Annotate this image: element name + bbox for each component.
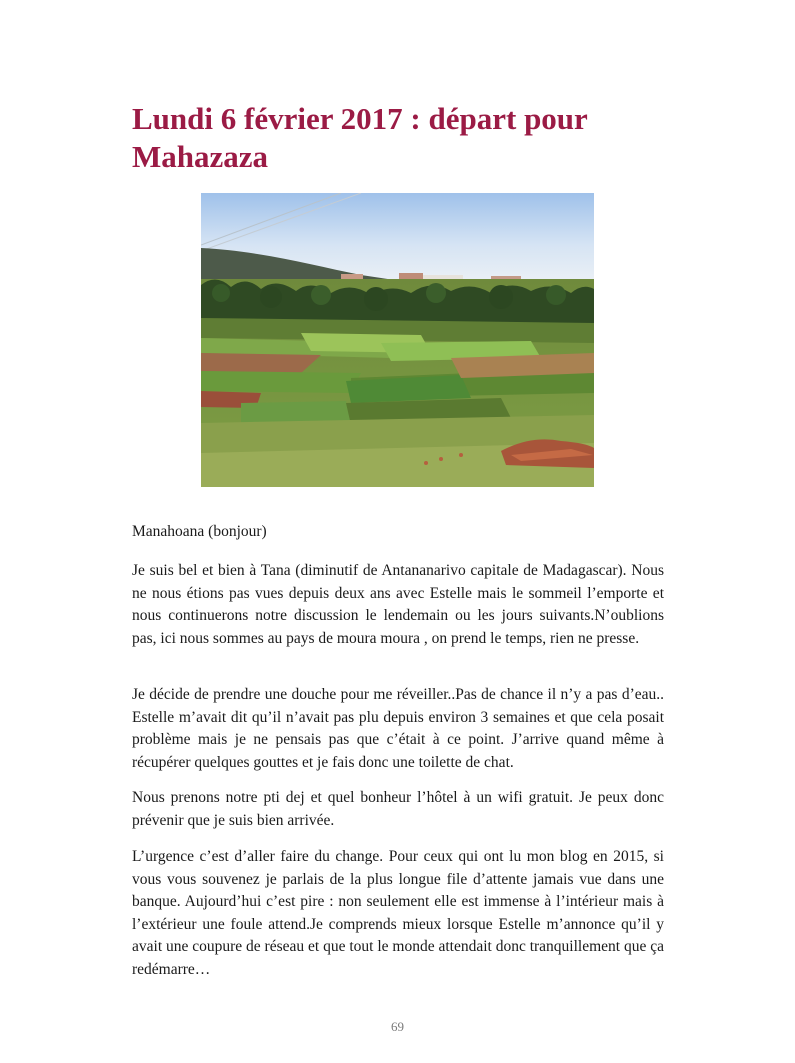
paragraph-2: [132, 684, 664, 774]
greeting: [132, 521, 664, 544]
page-number: 69: [391, 1019, 404, 1034]
paragraph-text: Je suis bel et bien à Tana (diminutif de Antananarivo capitale de Madagascar). Nous ne nous étions pas vues depuis deux ans avec Estelle mais le sommeil l’emporte et nous continuerons notre discussion le lendemain ou les jours suivants.N’oublions pas, ici nous sommes au pays de moura moura , on prend le temps, rien ne presse.: [132, 562, 664, 647]
landscape-photo: [201, 193, 594, 487]
paragraph-text: Je décide de prendre une douche pour me réveiller..Pas de chance il n’y a pas d’eau.. Estelle m’avait dit qu’il n’avait pas plu depuis environ 3 semaines et que cela posait problème mais je ne pensais pas que c’était à ce point. J’arrive quand même à récupérer quelques gouttes et je fais donc une toilette de chat.: [132, 686, 664, 771]
page-title: Lundi 6 février 2017 : départ pour Mahazaza: [132, 101, 588, 174]
paragraph-text: Nous prenons notre pti dej et quel bonheur l’hôtel à un wifi gratuit. Je peux donc prévenir que je suis bien arrivée.: [132, 789, 664, 829]
greeting-text: Manahoana (bonjour): [132, 523, 267, 540]
paragraph-1: [132, 560, 664, 650]
paragraph-text: L’urgence c’est d’aller faire du change. Pour ceux qui ont lu mon blog en 2015, si vous vous souvenez je parlais de la plus longue file d’attente jamais vue dans une banque. Aujourd’hui c’est pire : non seulement elle est immense à l’intérieur mais à l’extérieur une foule attend.Je comprends mieux lorsque Estelle m’annonce qu’il y avait une coupure de réseau et que tout le monde attendait donc tranquillement que ça redémarre…: [132, 848, 664, 978]
paragraph-3: [132, 787, 664, 832]
paragraph-4: [132, 846, 664, 982]
